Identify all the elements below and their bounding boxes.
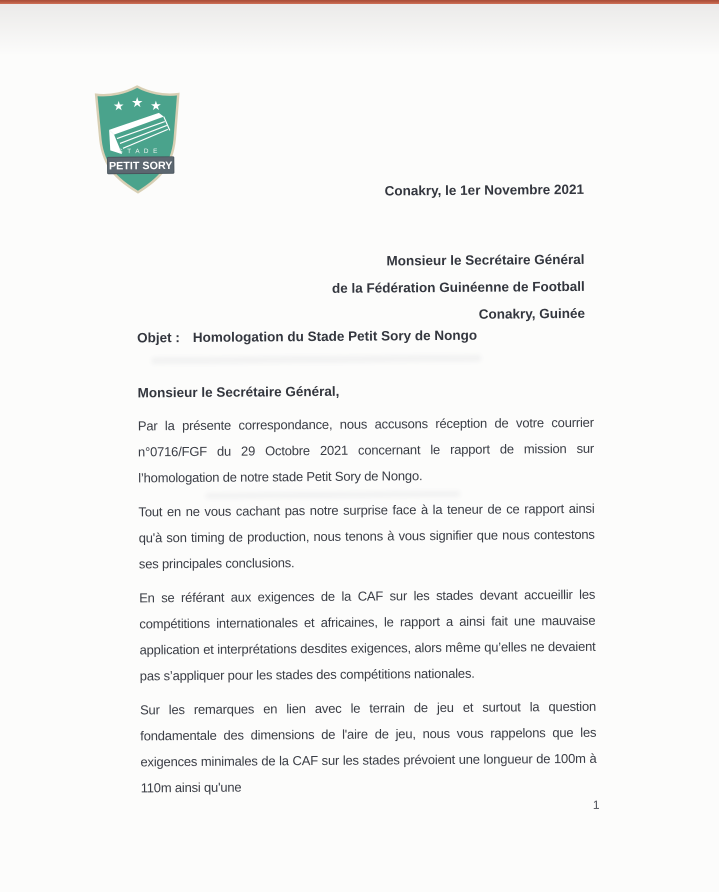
letter-body: [138, 410, 597, 810]
top-accent-bar: [0, 0, 719, 4]
bleedthrough-smudge: [151, 355, 481, 365]
letter-date: Conakry, le 1er Novembre 2021: [384, 181, 585, 199]
recipient-block: [332, 246, 585, 329]
recipient-line: Conakry, Guinée: [478, 305, 586, 322]
subject-text: Homologation du Stade Petit Sory de Nongo: [192, 327, 478, 345]
crest-star-icon: ★: [150, 97, 162, 113]
crest-stade-label: S T A D E: [118, 147, 159, 156]
recipient-line: de la Fédération Guinéenne de Football: [331, 278, 585, 296]
body-paragraph: Par la présente correspondance, nous accusons réception de votre courrier n°0716/FGF du 29 Octobre 2021 concernant le rapport de mission sur l’homologation de notre stade Petit Sory de Nongo.: [137, 414, 595, 486]
club-crest-logo: [93, 83, 182, 196]
page-number: 1: [592, 797, 600, 812]
body-paragraph: Sur les remarques en lien avec le terrain de jeu et surtout la question fondamentale des dimensions de l'aire de jeu, nous vous rappelons que les exigences minimales de la CAF sur les stades prévoient une longueur de 100m à 110m ainsi qu'une: [139, 698, 597, 796]
recipient-line: Monsieur le Secrétaire Général: [386, 251, 585, 269]
crest-banner-label: PETIT SORY: [108, 159, 173, 173]
salutation: Monsieur le Secrétaire Général,: [137, 383, 340, 401]
body-paragraph: En se référant aux exigences de la CAF sur les stades devant accueillir les compétitions internationales et africaines, le rapport a ainsi fait une mauvaise application et interprétations desdites exigences, alors même qu’elles ne devaient pas s’appliquer pour les stades des compétitions nationales.: [139, 586, 596, 684]
subject-label: Objet :: [137, 330, 180, 346]
crest-star-icon: ★: [112, 98, 125, 114]
body-paragraph: Tout en ne vous cachant pas notre surprise face à la teneur de ce rapport ainsi qu'à son timing de production, nous tenons à vous signifier que nous contestons ses principales conclusions.: [138, 500, 595, 572]
crest-star-icon: ★: [131, 95, 144, 111]
subject-line: [137, 328, 477, 346]
